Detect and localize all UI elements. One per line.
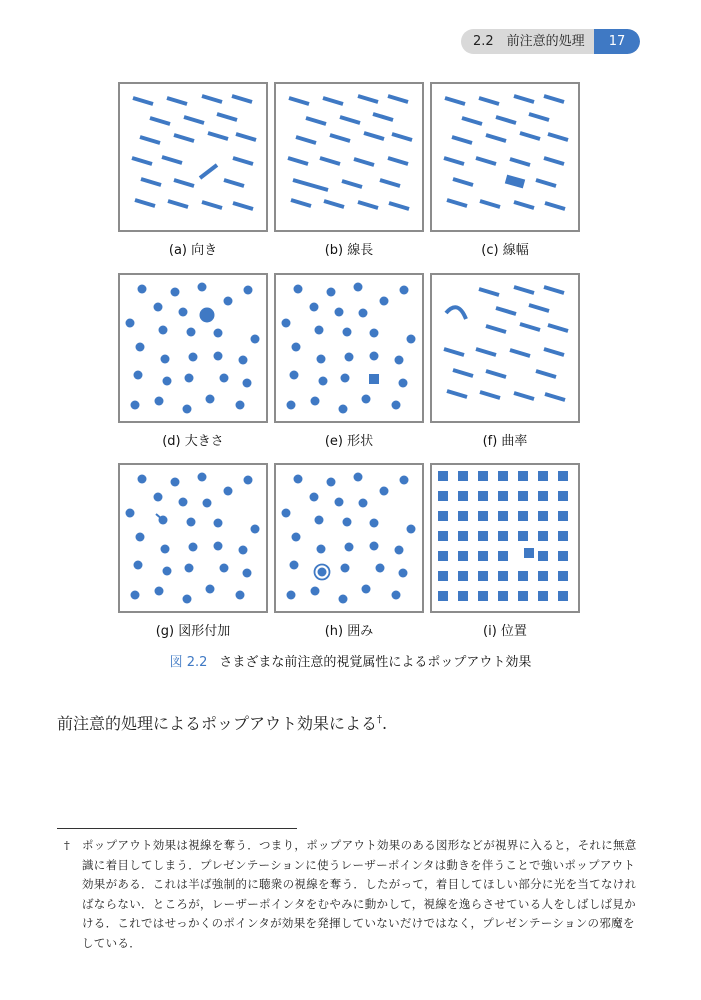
panel-f-caption: (f) 曲率	[482, 434, 528, 449]
panel-c-caption: (c) 線幅	[481, 243, 529, 258]
panel-g-graphic	[120, 465, 266, 611]
panel-b-caption: (b) 線長	[324, 243, 374, 258]
body-period: .	[382, 714, 388, 733]
panel-b-graphic	[276, 84, 422, 230]
panel-shape	[274, 273, 424, 423]
figure-caption	[0, 651, 701, 670]
running-header	[461, 29, 640, 54]
panel-c-graphic	[432, 84, 578, 230]
footnote-reference[interactable]: †	[377, 714, 383, 726]
footnote	[64, 836, 644, 954]
panel-enclosure	[274, 463, 424, 613]
panel-e-graphic	[276, 275, 422, 421]
panel-h-graphic	[276, 465, 422, 611]
panel-orientation	[118, 82, 268, 232]
footnote-text: ポップアウト効果は視線を奪う．つまり，ポップアウト効果のある図形などが視界に入ると，それに無意識に着目してしまう．プレゼンテーションに使うレーザーポインタは動きを伴うことで強いポップアウト効果がある．これは半ば強制的に聴衆の視線を奪う．したがって，着目してほしい部分に光を当てなければならない．ところが，レーザーポインタをむやみに動かして，視線を逸らさせている人をしばしば見かける．これではせっかくのポインタが効果を発揮していないだけではなく，プレゼンテーションの邪魔をしている．	[82, 838, 637, 950]
panel-position	[430, 463, 580, 613]
footnote-mark: †	[64, 838, 70, 852]
body-paragraph	[57, 711, 387, 734]
panel-d-caption: (d) 大きさ	[162, 434, 224, 449]
page-number: 17	[594, 29, 640, 54]
panel-i-caption: (i) 位置	[483, 624, 527, 639]
figure-caption-text: さまざまな前注意的視覚属性によるポップアウト効果	[219, 655, 532, 670]
panel-a-graphic	[120, 84, 266, 230]
footnote-divider	[57, 828, 297, 829]
panel-line-length	[274, 82, 424, 232]
panel-h-caption: (h) 囲み	[324, 624, 374, 639]
panel-g-caption: (g) 図形付加	[155, 624, 231, 639]
body-sentence: 前注意的処理によるポップアウト効果による	[57, 714, 378, 733]
panel-size	[118, 273, 268, 423]
panel-added-marks	[118, 463, 268, 613]
panel-e-caption: (e) 形状	[324, 434, 374, 449]
panel-curvature	[430, 273, 580, 423]
panel-a-caption: (a) 向き	[168, 243, 218, 258]
panel-line-width	[430, 82, 580, 232]
panel-f-graphic	[432, 275, 578, 421]
panel-i-graphic	[432, 465, 578, 611]
section-title: 2.2 前注意的処理	[473, 34, 585, 49]
panel-d-graphic	[120, 275, 266, 421]
figure-number: 図 2.2	[169, 655, 208, 670]
